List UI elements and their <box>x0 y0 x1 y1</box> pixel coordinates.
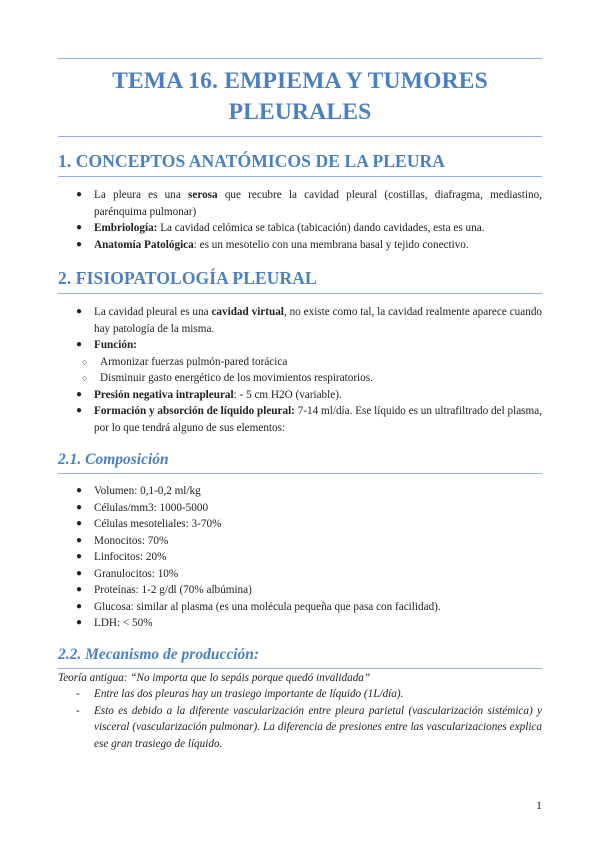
sublist-item: ○ Disminuir gasto energético de los movimientos respiratorios. <box>82 372 373 384</box>
list-item: ● Volumen: 0,1-0,2 ml/kg <box>76 485 201 497</box>
list-item: ● Monocitos: 70% <box>76 534 169 547</box>
section-2-2-rule <box>58 668 542 669</box>
list-item: ● La pleura es una serosa que recubre la cavidad pleural (costillas, diafragma, mediastino, parénquima pulmonar) <box>76 189 542 218</box>
title-top-rule <box>58 58 542 59</box>
funcion-sublist <box>82 354 542 387</box>
list-item: ● Células/mm3: 1000-5000 <box>76 501 209 514</box>
list-item: ● Células mesoteliales: 3-70% <box>76 518 222 530</box>
section-2-heading: 2. FISIOPATOLOGÍA PLEURAL <box>58 268 317 288</box>
section-1-list <box>58 187 542 253</box>
list-item: - Entre las dos pleuras hay un trasiego importante de líquido (1L/día). <box>76 688 404 700</box>
list-item: ● Formación y absorción de líquido pleural: 7-14 ml/día. Ese líquido es un ultrafiltrado del plasma, por lo que tendrá alguno de sus elementos: <box>76 405 542 434</box>
list-item: ● LDH: < 50% <box>76 617 153 629</box>
list-item: ● Presión negativa intrapleural: - 5 cm H2O (variable). <box>76 388 342 401</box>
document-page <box>58 0 542 752</box>
list-item: - Esto es debido a la diferente vascularización entre pleura parietal (vascularización sistémica) y visceral (vascularización pulmonar). La diferencia de presiones entre las vascularizaciones explica ese gran trasiego de líquido. <box>76 704 542 750</box>
section-2-2-heading: 2.2. Mecanismo de producción: <box>58 645 260 663</box>
list-item: ● Anatomía Patológica: es un mesotelio con una membrana basal y tejido conectivo. <box>76 238 469 251</box>
list-item: ● Granulocitos: 10% <box>76 567 179 580</box>
list-item: ● Linfocitos: 20% <box>76 551 167 563</box>
teoria-intro: Teoría antigua: “No importa que lo sepáis porque quedó invalidada” <box>58 671 371 684</box>
sublist-item: ○ Armonizar fuerzas pulmón-pared torácica <box>82 355 288 368</box>
section-1-heading: 1. CONCEPTOS ANATÓMICOS DE LA PLEURA <box>58 151 446 171</box>
section-2-1-rule <box>58 473 542 474</box>
list-item: ● Glucosa: similar al plasma (es una molécula pequeña que pasa con facilidad). <box>76 600 441 613</box>
list-item: ● Embriología: La cavidad celómica se tabica (tabicación) dando cavidades, esta es una. <box>76 222 485 234</box>
section-2-list <box>58 304 542 436</box>
list-item: ● Función: ○ Armonizar fuerzas pulmón-pared torácica ○ Disminuir gasto energético de los movimientos respiratorios. <box>58 337 542 387</box>
composicion-list <box>58 483 542 632</box>
section-2-rule <box>58 293 542 294</box>
list-item: ● Proteínas: 1-2 g/dl (70% albúmina) <box>76 584 252 596</box>
title-bottom-rule <box>58 136 542 137</box>
page-number: 1 <box>536 798 542 812</box>
section-1-rule <box>58 176 542 177</box>
list-item: ● La cavidad pleural es una cavidad virtual, no existe como tal, la cavidad realmente aparece cuando hay patología de la misma. <box>76 306 543 335</box>
section-2-1-heading: 2.1. Composición <box>58 451 169 468</box>
document-title: TEMA 16. EMPIEMA Y TUMORES PLEURALES <box>112 68 488 125</box>
mecanismo-list <box>58 686 542 752</box>
